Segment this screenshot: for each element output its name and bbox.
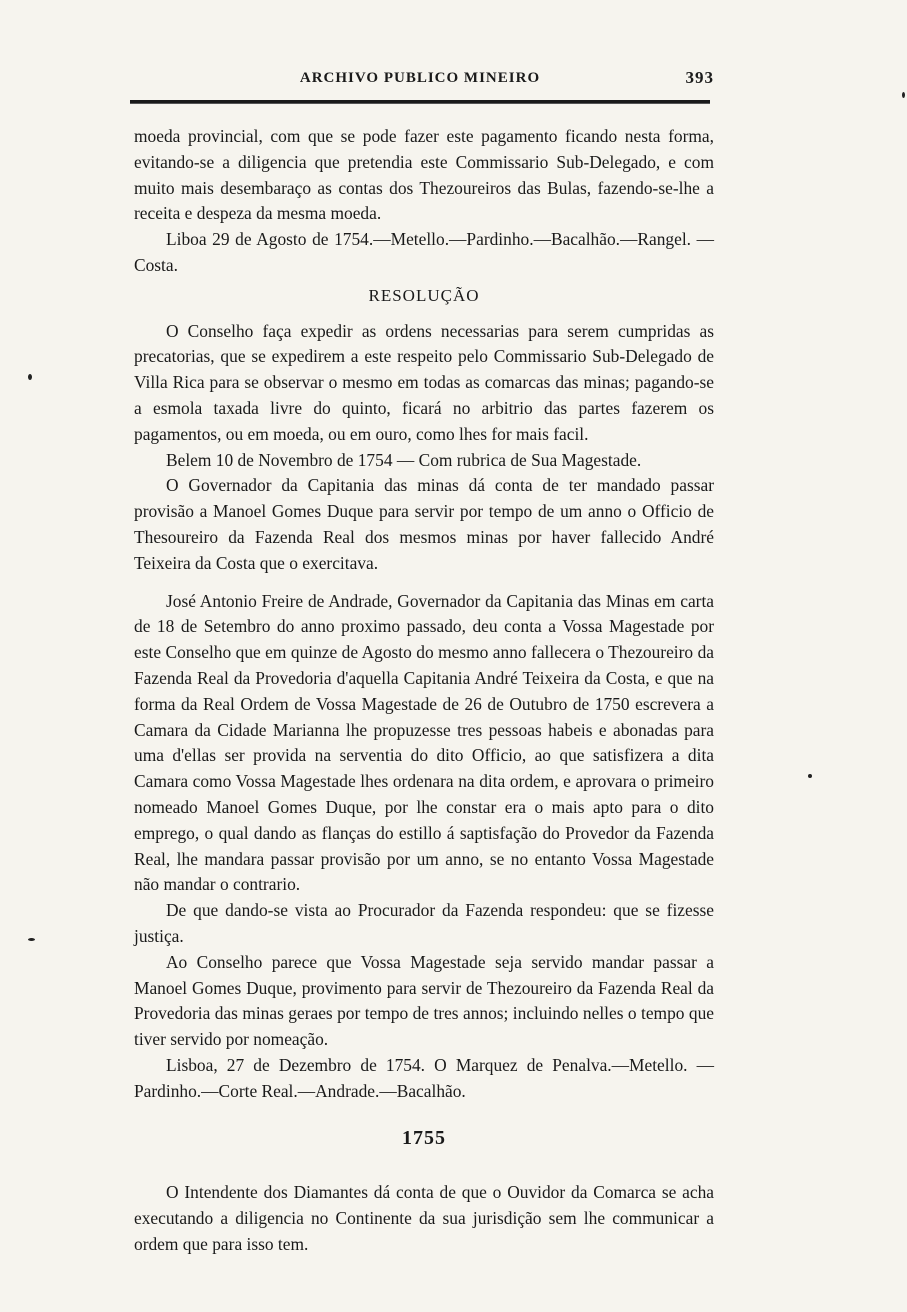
margin-speck xyxy=(28,374,32,380)
paragraph-jose-antonio: José Antonio Freire de Andrade, Governador da Capitania das Minas em carta de 18 de Setembro do anno proximo passado, deu conta a Vossa Magestade por este Conselho que em quinze de Agosto do mesmo anno fallecera o Thezoureiro da Fazenda Real da Provedoria d'aquella Capitania André Teixeira da Costa, e que na forma da Real Ordem de Vossa Magestade de 26 de Outubro de 1750 escrevera a Camara da Cidade Marianna lhe propuzesse tres pessoas habeis e abonadas para uma d'ellas ser provida na serventia do dito Officio, ao que satisfizera a dita Camara como Vossa Magestade lhes ordenara na dita ordem, e aprovara o primeiro nomeado Manoel Gomes Duque, por lhe constar era o mais apto para o dito emprego, o qual dando as flanças do estillo á saptisfação do Provedor da Fazenda Real, lhe mandara passar provisão por um anno, se no entanto Vossa Magestade não mandar o contrario. xyxy=(134,590,714,895)
paragraph-gap xyxy=(134,577,714,589)
paragraph-procurador: De que dando-se vista ao Procurador da Fazenda respondeu: que se fizesse justiça. xyxy=(134,900,714,946)
margin-speck xyxy=(28,938,35,941)
running-title: ARCHIVO PUBLICO MINEIRO xyxy=(299,70,541,86)
document-page xyxy=(120,60,720,1258)
resolucao-heading: RESOLUÇÃO xyxy=(368,285,480,305)
running-header xyxy=(120,60,720,96)
paragraph-resolution: O Conselho faça expedir as ordens necessarias para serem cumpridas as precatorias, que se expedirem a este respeito pelo Commissario Sub-Delegado de Villa Rica para se observar o mesmo em todas as comarcas das minas; pagando-se a esmola taxada livre do quinto, ficará no arbitrio das partes fazerem os pagamentos, ou em moeda, ou em ouro, como lhes for mais facil. xyxy=(134,320,714,444)
paragraph-continuation: moeda provincial, com que se pode fazer este pagamento ficando nesta forma, evitando-se a diligencia que pretendia este Commissario Sub-Delegado, e com muito mais desembaraço as contas dos Thezoureiros das Bulas, fazendo-se-lhe a receita e despeza da mesma moeda. xyxy=(134,126,714,224)
paragraph-lisboa-signatures: Lisboa, 27 de Dezembro de 1754. O Marquez de Penalva.—Metello. —Pardinho.—Corte Real.—Andrade.—Bacalhão. xyxy=(134,1054,714,1101)
header-rule xyxy=(130,100,710,104)
paragraph-governador-summary: O Governador da Capitania das minas dá conta de ter mandado passar provisão a Manoel Gomes Duque para servir por tempo de um anno o Officio de Thesoureiro da Fazenda Real dos mesmos minas por haver fallecido André Teixeira da Costa que o exercitava. xyxy=(134,475,714,573)
body-text xyxy=(134,124,714,1258)
year-heading: 1755 xyxy=(402,1127,446,1150)
paragraph-intendente: O Intendente dos Diamantes dá conta de que o Ouvidor da Comarca se acha executando a diligencia no Continente da sua jurisdição sem lhe communicar a ordem que para isso tem. xyxy=(134,1182,714,1254)
paragraph-belem-date: Belem 10 de Novembro de 1754 — Com rubrica de Sua Magestade. xyxy=(166,449,642,470)
margin-speck xyxy=(902,92,905,98)
margin-speck xyxy=(808,774,812,778)
paragraph-conselho-parece: Ao Conselho parece que Vossa Magestade seja servido mandar passar a Manoel Gomes Duque, provimento para servir de Thezoureiro da Fazenda Real da Provedoria das minas geraes por tempo de tres annos; incluindo nelles o tempo que tiver servido por nomeação. xyxy=(134,951,714,1050)
paragraph-signatures-1754: Liboa 29 de Agosto de 1754.—Metello.—Pardinho.—Bacalhão.—Rangel. —Costa. xyxy=(134,229,714,275)
page-number: 393 xyxy=(685,68,714,87)
